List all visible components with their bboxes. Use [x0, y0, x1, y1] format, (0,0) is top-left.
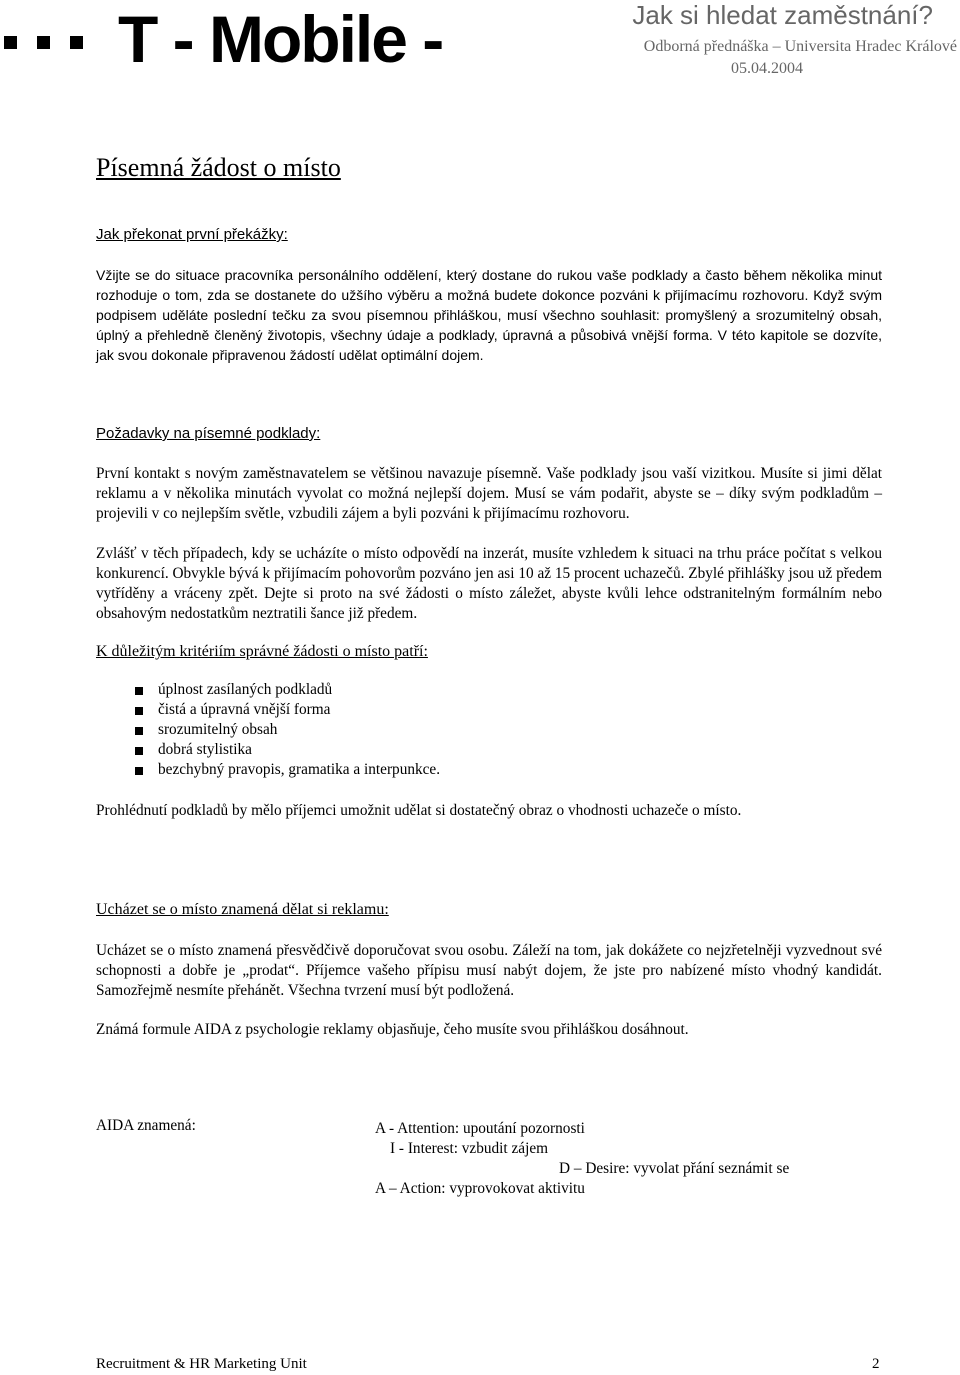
t-mobile-logo — [0, 2, 535, 76]
footer-unit: Recruitment & HR Marketing Unit — [96, 1356, 307, 1372]
document-title: Jak si hledat zaměstnání? — [632, 0, 933, 30]
list-item: srozumitelný obsah — [135, 720, 440, 740]
list-item: bezchybný pravopis, gramatika a interpunkce. — [135, 760, 440, 780]
page-number: 2 — [872, 1356, 880, 1372]
page-title: Písemná žádost o místo — [96, 153, 341, 182]
bullet-icon — [135, 707, 143, 715]
list-item: úplnost zasílaných podkladů — [135, 680, 440, 700]
paragraph-criteria: Prohlédnutí podkladů by mělo příjemci umožnit udělat si dostatečný obraz o vhodnosti uchazeče o místo. — [96, 802, 742, 819]
aida-action: A – Action: vyprovokovat aktivitu — [375, 1180, 585, 1197]
section-heading-advertising: Ucházet se o místo znamená dělat si reklamu: — [96, 901, 389, 918]
brand-wordmark: T - Mobile - — [118, 2, 443, 76]
list-item: dobrá stylistika — [135, 740, 440, 760]
paragraph-advertising-1: Ucházet se o místo znamená přesvědčivě doporučovat svou osobu. Záleží na tom, jak dokážete co nejzřetelněji vyzvednout své schopnosti a dobře je „prodat“. Příjemce vašeho přípisu musí nabýt dojem, že jste pro nabízené místo vhodný kandidát. Samozřejmě nesmíte přehánět. Všechna tvrzení musí být podložená. — [96, 942, 882, 999]
bullet-icon — [135, 747, 143, 755]
aida-attention: A - Attention: upoutání pozornosti — [375, 1120, 585, 1137]
bullet-icon — [135, 767, 143, 775]
paragraph-requirements-1: První kontakt s novým zaměstnavatelem se většinou navazuje písemně. Vaše podklady jsou vaší vizitkou. Musíte si jimi dělat reklamu a v několika minutách vyvolat co možná nejlepší dojem. Musí se vám podařit, abyste se – díky svým podkladům – projevili v co nejlepším světle, vzbudili zájem a byli pozváni k přijímacímu rozhovoru. — [96, 465, 882, 522]
paragraph-advertising-2: Známá formule AIDA z psychologie reklamy objasňuje, čeho musíte svou přihláškou dosáhnout. — [96, 1021, 689, 1038]
document-subtitle: Odborná přednáška – Universita Hradec Králové — [643, 38, 957, 55]
aida-desire: D – Desire: vyvolat přání seznámit se — [559, 1160, 790, 1177]
aida-label: AIDA znamená: — [96, 1117, 196, 1134]
aida-interest: I - Interest: vzbudit zájem — [390, 1140, 549, 1157]
document-date: 05.04.2004 — [731, 60, 803, 77]
criteria-list — [135, 680, 440, 780]
list-item: čistá a úpravná vnější forma — [135, 700, 440, 720]
paragraph-requirements-2: Zvlášť v těch případech, kdy se ucházíte o místo odpovědí na inzerát, musíte vzhledem k situaci na trhu práce počítat s velkou konkurencí. Obvykle bývá k přijímacím pohovorům pozváno jen asi 10 až 15 procent uchazečů. Zbylé přihlášky jsou už předem vytříděny a vráceny zpět. Dejte si proto na své žádosti o místo záležet, abyste kvůli lehce odstranitelným formálním nebo obsahovým nedostatkům neztratili šance již předem. — [96, 545, 882, 622]
bullet-icon — [135, 727, 143, 735]
bullet-icon — [135, 687, 143, 695]
section-heading-obstacles: Jak překonat první překážky: — [96, 226, 288, 243]
section-heading-criteria: K důležitým kritériím správné žádosti o místo patří: — [96, 643, 428, 660]
section-heading-requirements: Požadavky na písemné podklady: — [96, 425, 321, 442]
paragraph-obstacles: Vžijte se do situace pracovníka personálního oddělení, který dostane do rukou vaše podklady a často během několika minut rozhoduje o tom, zda se dostanete do užšího výběru a možná budete dokonce pozváni k přijímacímu rozhovoru. Když svým podpisem uděláte poslední tečku za svou písemnou přihláškou, musí všechno souhlasit: promyšlený a srozumitelný obsah, úplný a přehledně členěný životopis, všechny údaje a podklady, úpravná a působivá vnější forma. V této kapitole se dozvíte, jak svou dokonale připravenou žádostí udělat optimální dojem. — [96, 267, 882, 363]
